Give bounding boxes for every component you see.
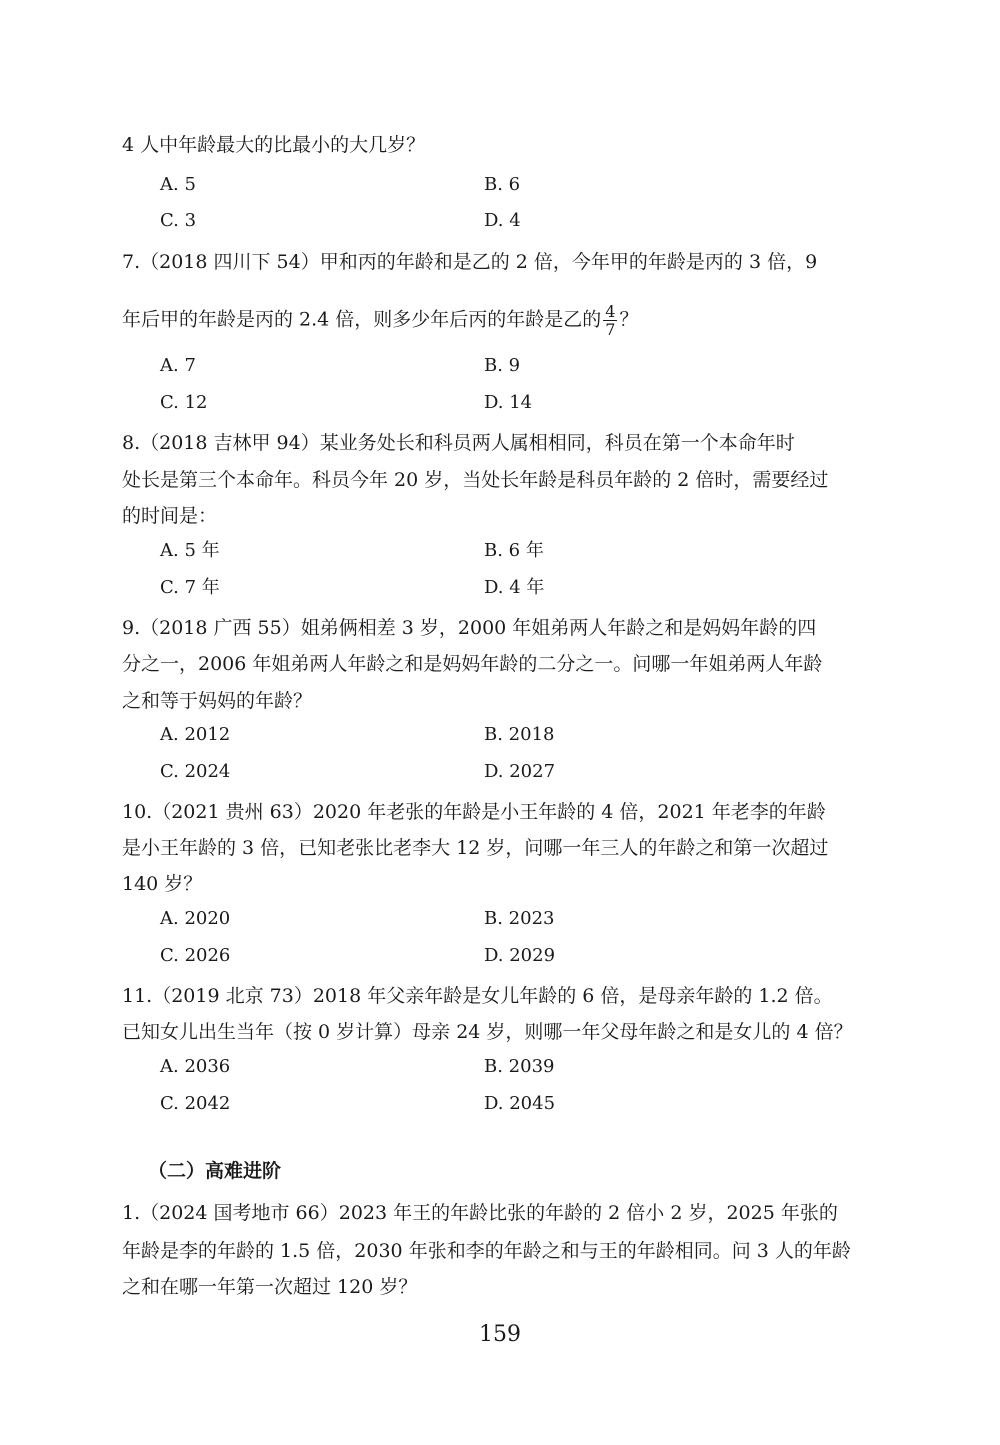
q8-option-d: D. 4 年 [484,577,545,598]
q11-line-1: 11.（2019 北京 73）2018 年父亲年龄是女儿年龄的 6 倍，是母亲年龄的 1.2 倍。 [122,985,833,1007]
q10-option-d: D. 2029 [484,945,556,966]
q10-line-3: 140 岁？ [122,873,203,895]
adv1-line-1: 1.（2024 国考地市 66）2023 年王的年龄比张的年龄的 2 倍小 2 岁，2025 年张的 [122,1202,838,1224]
q6-option-d: D. 4 [484,210,521,231]
q7-line-2 [122,303,862,338]
q11-option-a: A. 2036 [160,1056,231,1077]
q9-option-a: A. 2012 [160,724,231,745]
q9-line-3: 之和等于妈妈的年龄？ [122,690,313,712]
q10-option-c: C. 2026 [160,945,231,966]
q11-line-2: 已知女儿出生当年（按 0 岁计算）母亲 24 岁，则哪一年父母年龄之和是女儿的 4 倍？ [122,1021,853,1043]
q9-option-c: C. 2024 [160,761,231,782]
q9-line-2: 分之一，2006 年姐弟两人年龄之和是妈妈年龄的二分之一。问哪一年姐弟两人年龄 [122,653,823,675]
q8-line-2: 处长是第三个本命年。科员今年 20 岁，当处长年龄是科员年龄的 2 倍时，需要经过 [122,469,829,491]
q10-option-a: A. 2020 [160,908,231,929]
q8-line-3: 的时间是： [122,505,218,527]
q7-option-a: A. 7 [160,355,196,376]
q8-line-1: 8.（2018 吉林甲 94）某业务处长和科员两人属相相同，科员在第一个本命年时 [122,432,795,454]
q7-option-c: C. 12 [160,392,208,413]
page-number: 159 [479,1322,521,1347]
q6-option-b: B. 6 [484,174,521,195]
q10-line-1: 10.（2021 贵州 63）2020 年老张的年龄是小王年龄的 4 倍，2021 年老李的年龄 [122,801,826,823]
q6-option-a: A. 5 [160,174,196,195]
intro-line: 4 人中年龄最大的比最小的大几岁？ [122,134,426,156]
q8-option-c: C. 7 年 [160,577,220,598]
adv1-line-2: 年龄是李的年龄的 1.5 倍，2030 年张和李的年龄之和与王的年龄相同。问 3 人的年龄 [122,1240,851,1262]
q7-fraction-denominator: 7 [605,320,616,339]
q6-option-c: C. 3 [160,210,197,231]
q8-option-a: A. 5 年 [160,540,220,561]
q7-fraction-numerator: 4 [605,302,616,321]
q9-line-1: 9.（2018 广西 55）姐弟俩相差 3 岁，2000 年姐弟两人年龄之和是妈妈年龄的四 [122,617,817,639]
q9-option-b: B. 2018 [484,724,555,745]
q7-line-2-end: ？ [619,308,639,331]
q11-option-d: D. 2045 [484,1093,556,1114]
q7-line-2-text: 年后甲的年龄是丙的 2.4 倍，则多少年后丙的年龄是乙的 [122,308,602,331]
q7-option-d: D. 14 [484,392,533,413]
q9-option-d: D. 2027 [484,761,556,782]
q7-option-b: B. 9 [484,355,521,376]
adv1-line-3: 之和在哪一年第一次超过 120 岁？ [122,1276,418,1298]
q11-option-b: B. 2039 [484,1056,555,1077]
section-heading: （二）高难进阶 [148,1160,282,1182]
q11-option-c: C. 2042 [160,1093,231,1114]
q10-line-2: 是小王年龄的 3 倍，已知老张比老李大 12 岁，问哪一年三人的年龄之和第一次超过 [122,837,829,859]
q10-option-b: B. 2023 [484,908,555,929]
q7-fraction [603,303,617,338]
q7-line-1: 7.（2018 四川下 54）甲和丙的年龄和是乙的 2 倍，今年甲的年龄是丙的 3 倍，9 [122,251,818,273]
q8-option-b: B. 6 年 [484,540,544,561]
